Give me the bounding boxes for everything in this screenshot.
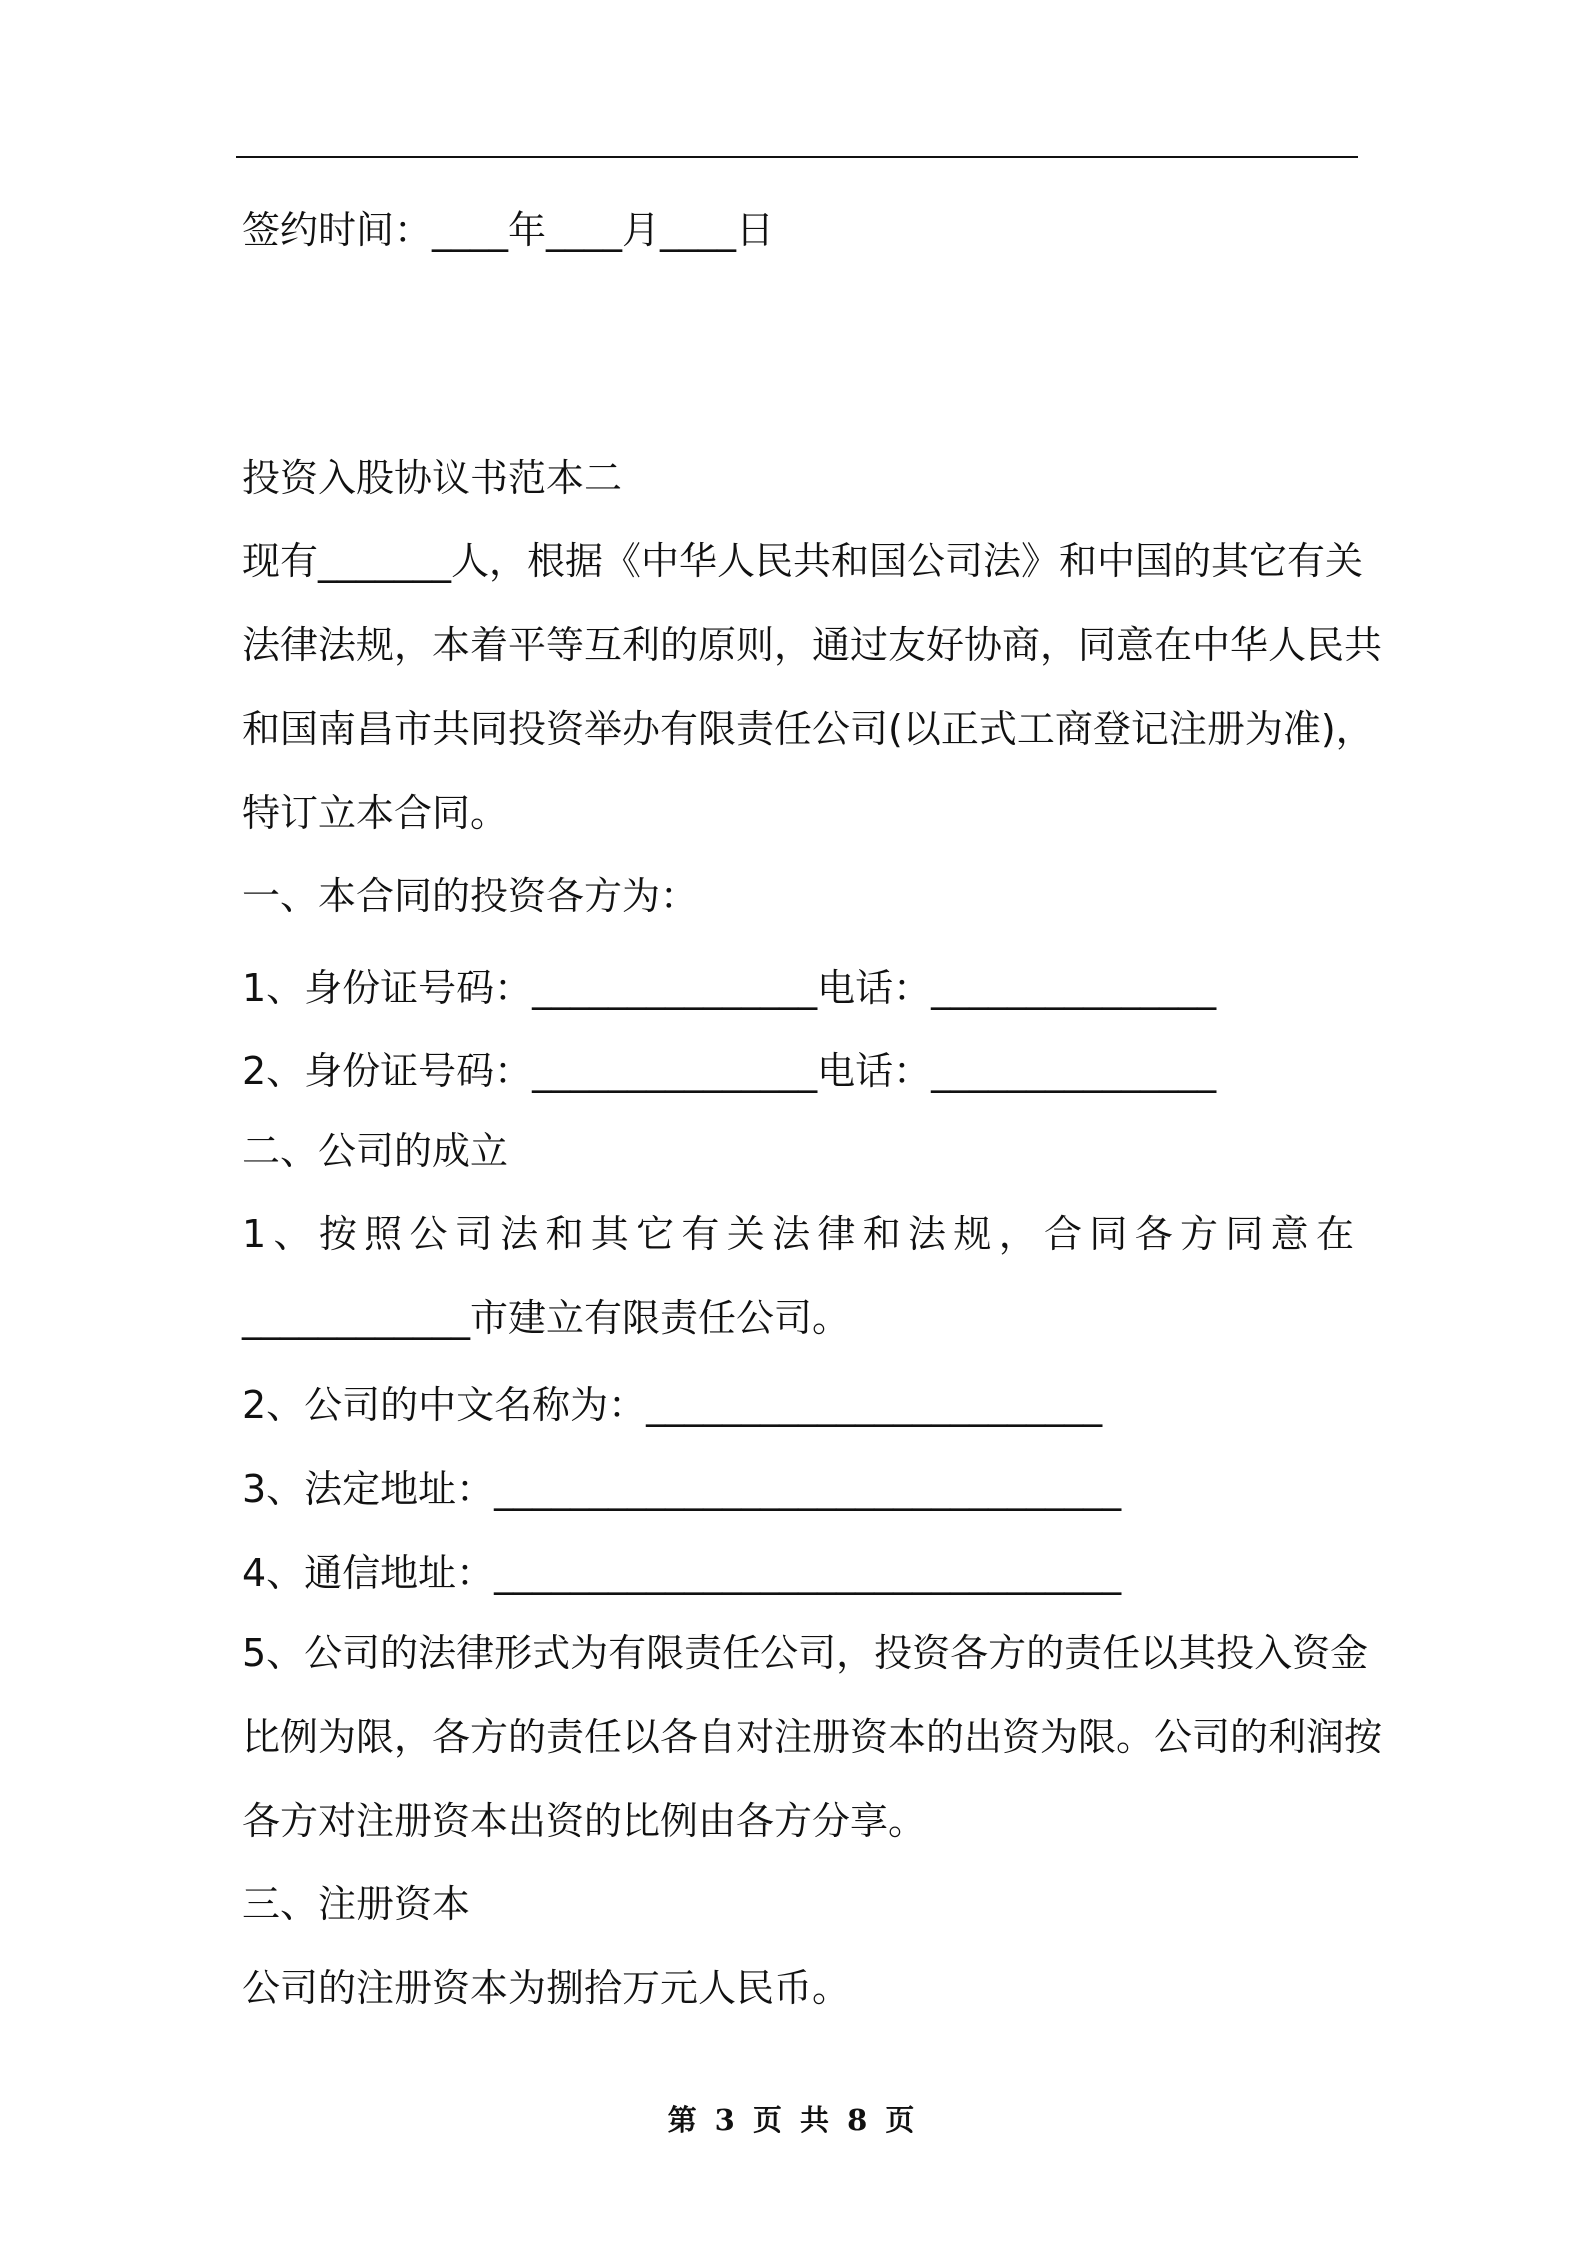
- section-2-item-4: 4、通信地址：_________________________________: [242, 1551, 1122, 1595]
- section-1-heading: 一、本合同的投资各方为：: [242, 874, 699, 918]
- intro-line-4: 特订立本合同。: [242, 791, 509, 835]
- document-title: 投资入股协议书范本二: [242, 456, 623, 500]
- party-2-line: 2、身份证号码：_______________电话：_______________: [242, 1049, 1217, 1093]
- signing-time: 签约时间：____年____月____日: [242, 208, 775, 252]
- header-rule: [236, 156, 1358, 158]
- intro-line-2: 法律法规，本着平等互利的原则，通过友好协商，同意在中华人民共: [242, 623, 1383, 667]
- intro-line-1: 现有_______人，根据《中华人民共和国公司法》和中国的其它有关: [242, 539, 1364, 583]
- page-footer: 第 3 页 共 8 页: [667, 2103, 919, 2137]
- party-1-line: 1、身份证号码：_______________电话：_______________: [242, 966, 1217, 1010]
- section-2-item-3: 3、法定地址：_________________________________: [242, 1467, 1122, 1511]
- intro-line-3: 和国南昌市共同投资举办有限责任公司(以正式工商登记注册为准)，: [242, 707, 1374, 751]
- section-3-heading: 三、注册资本: [242, 1882, 471, 1926]
- section-2-item-2: 2、公司的中文名称为：________________________: [242, 1383, 1103, 1427]
- section-2-item-1-line-1: 1、按照公司法和其它有关法律和法规，合同各方同意在: [242, 1212, 1354, 1256]
- section-2-item-5-line-1: 5、公司的法律形式为有限责任公司，投资各方的责任以其投入资金: [242, 1631, 1369, 1675]
- section-2-heading: 二、公司的成立: [242, 1129, 509, 1173]
- section-2-item-1-line-2: ____________市建立有限责任公司。: [242, 1296, 851, 1340]
- section-2-item-5-line-3: 各方对注册资本出资的比例由各方分享。: [242, 1799, 927, 1843]
- section-3-text: 公司的注册资本为捌拾万元人民币。: [242, 1966, 851, 2010]
- section-2-item-5-line-2: 比例为限，各方的责任以各自对注册资本的出资为限。公司的利润按: [242, 1715, 1383, 1759]
